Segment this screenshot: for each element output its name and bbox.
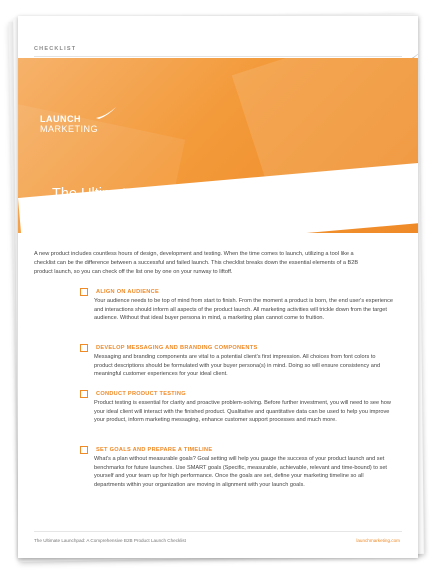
brand-name-line2: MARKETING (40, 124, 99, 134)
checklist-item (94, 390, 394, 425)
checklist-item-text: Product testing is essential for clarity and proactive problem-solving. Before further investment, you will need to see how your ideal client will interact with the finished product. Qualitative and quantitative data can be used to help you improve your product, inform marketing messaging, enhance customer support processes and much more. (94, 400, 391, 424)
footer-website-link[interactable]: launchmarketing.com (356, 538, 400, 543)
page-header (18, 16, 418, 56)
header-divider (34, 56, 402, 57)
checkbox-icon (80, 390, 88, 398)
checkbox-icon (80, 446, 88, 454)
checklist-item-heading: DEVELOP MESSAGING AND BRANDING COMPONENTS (96, 345, 258, 351)
checklist-item-heading: ALIGN ON AUDIENCE (96, 289, 160, 295)
footer-document-title: The Ultimate Launchpad: A Comprehensive B2B Product Launch Checklist (34, 538, 186, 543)
brand-name-line1: LAUNCH (40, 114, 81, 124)
checklist-label: CHECKLIST (34, 46, 77, 52)
checklist-item-heading: CONDUCT PRODUCT TESTING (96, 391, 186, 397)
checkbox-icon (80, 288, 88, 296)
brand-logo (40, 114, 98, 134)
checklist-item (94, 446, 394, 489)
intro-paragraph: A new product includes countless hours of design, development and testing. When the time comes to launch, utilizing a tool like a checklist can be the difference between a successful and failed launch. This checklist breaks down the essential elements of a B2B product launch, so you can check off the list one by one on your runway to liftoff. (34, 251, 359, 275)
checklist-item (94, 288, 394, 323)
checklist-item-text: What's a plan without measurable goals? Goal setting will help you gauge the success of your product launch and set benchmarks for future launches. Use SMART goals (Specific, measurable, achievable, relevant and time-bound) to set yourself and your team up for high performance. Once the goals are set, define your marketing timeline so all departments within your organization are moving in alignment with your launch goals. (94, 456, 387, 488)
checklist-item (94, 344, 394, 379)
checkbox-icon (80, 344, 88, 352)
checklist-item-heading: SET GOALS AND PREPARE A TIMELINE (96, 447, 213, 453)
logo-swoosh-icon (94, 106, 118, 120)
document-page (18, 16, 418, 558)
checklist-item-text: Your audience needs to be top of mind from start to finish. From the moment a product is born, the end user's experience and interactions should inform all aspects of the product launch. All marketing activities will trickle down from the target audience. Without that ideal buyer persona in mind, a marketing plan cannot come to fruition. (94, 298, 394, 322)
footer-divider (34, 531, 402, 532)
checklist-item-text: Messaging and branding components are vital to a potential client's first impression. All choices from font colors to product descriptions should be formulated with your buyer persona(s) in mind. Doing so will ensure consistency and meaningful customer experiences for your ideal client. (94, 354, 381, 378)
hero-banner (18, 58, 418, 233)
